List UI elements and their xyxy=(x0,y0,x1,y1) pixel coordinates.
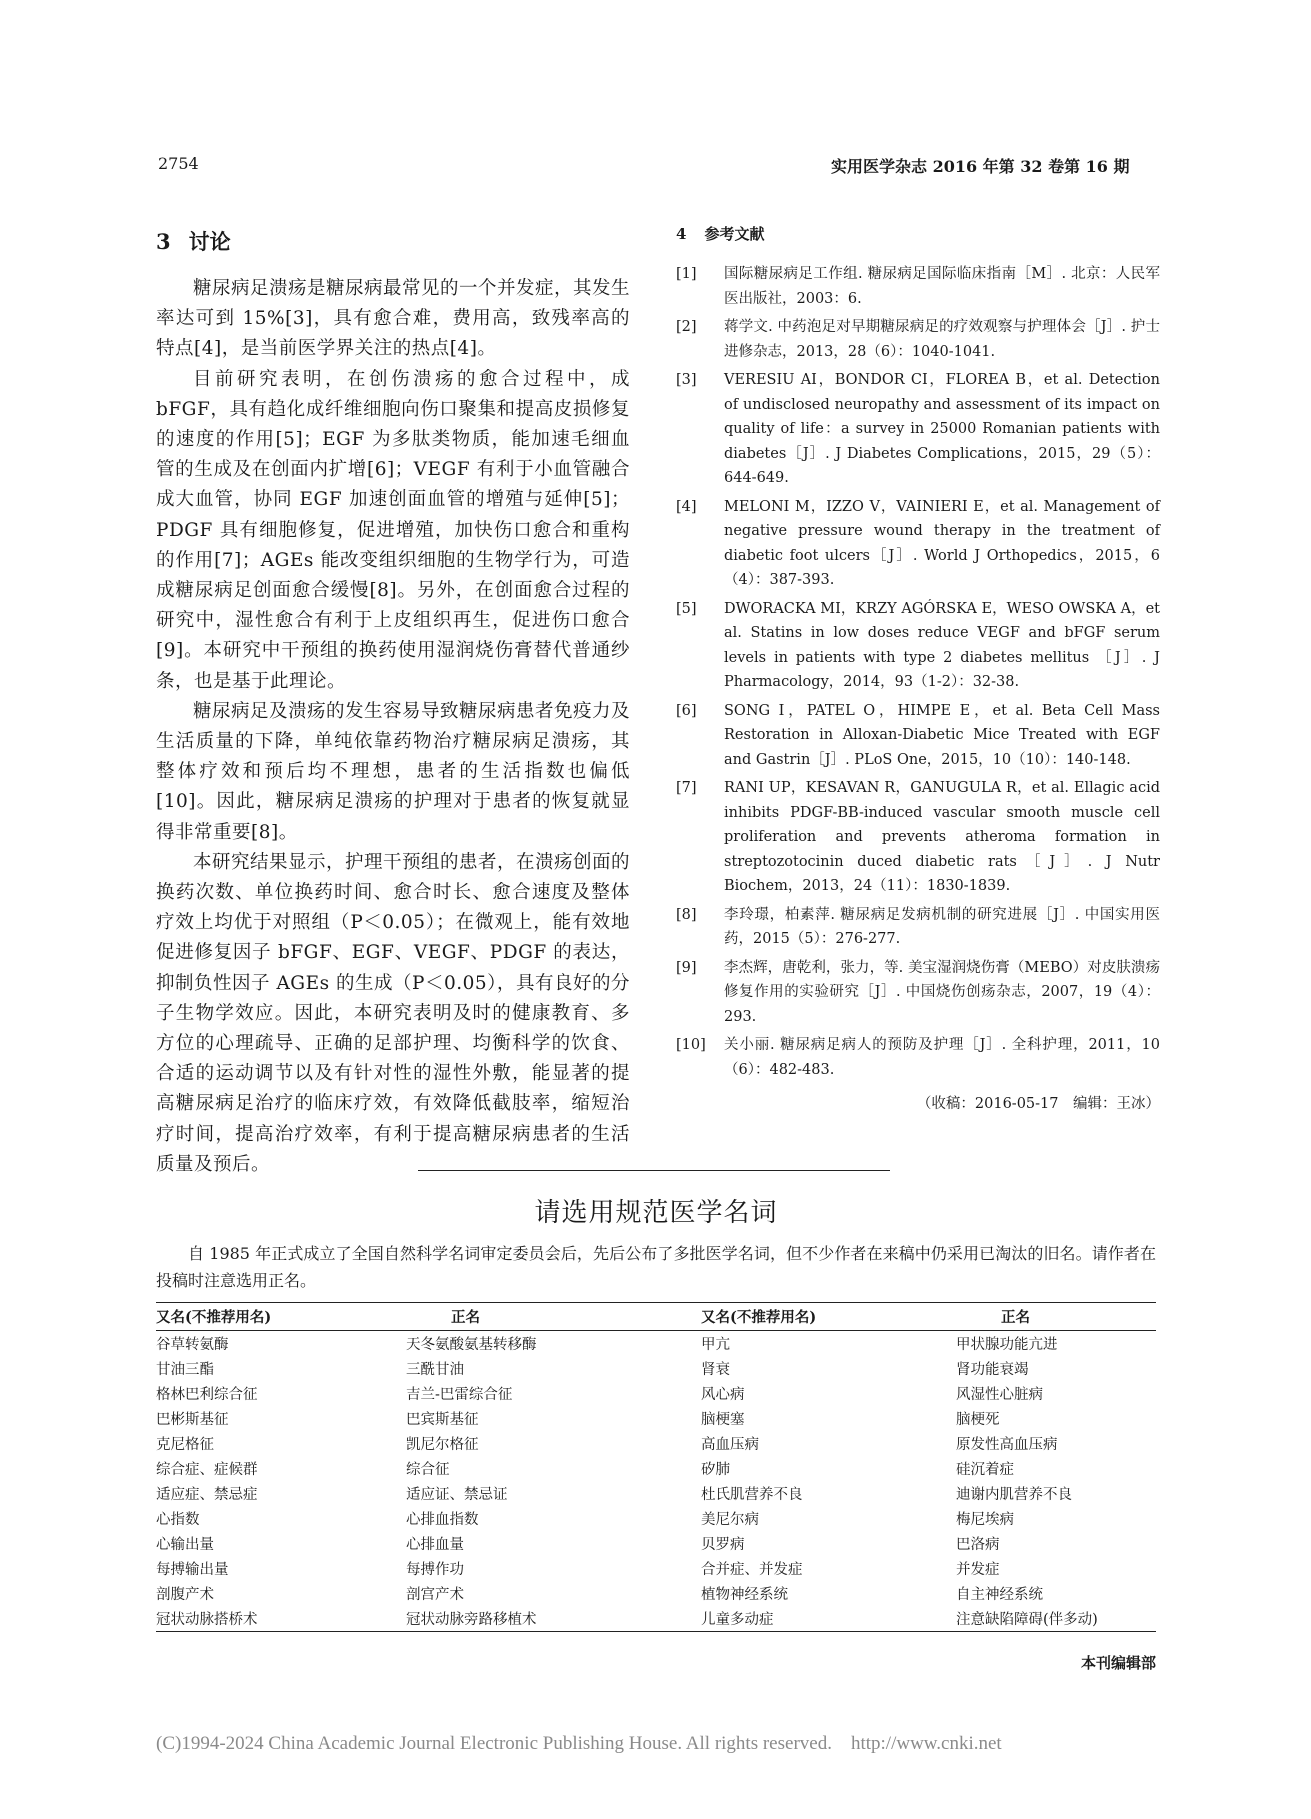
correct-term-cell: 心排血量 xyxy=(406,1537,464,1553)
reference-item xyxy=(676,495,1160,593)
terms-header-old-name-1: 又名(不推荐用名) xyxy=(156,1303,406,1331)
correct-term-cell: 凯尼尔格征 xyxy=(406,1437,479,1453)
reference-item xyxy=(676,956,1160,1030)
terms-row xyxy=(156,1381,1156,1406)
old-term-cell: 剖腹产术 xyxy=(156,1587,214,1603)
correct-term-cell: 心排血指数 xyxy=(406,1512,479,1528)
discussion-heading xyxy=(156,226,630,256)
old-term-cell: 合并症、并发症 xyxy=(701,1562,803,1578)
terms-row xyxy=(156,1456,1156,1481)
terms-row xyxy=(156,1531,1156,1556)
old-term-cell: 杜氏肌营养不良 xyxy=(701,1487,803,1503)
notice-text: 自 1985 年正式成立了全国自然科学名词审定委员会后，先后公布了多批医学名词，但不少作者在来稿中仍采用已淘汰的旧名。请作者在投稿时注意选用正名。 xyxy=(156,1244,1156,1290)
discussion-heading-number: 3 xyxy=(156,229,171,254)
reference-number: [1] xyxy=(676,266,697,282)
discussion-paragraph-4: 本研究结果显示，护理干预组的患者，在溃疡创面的换药次数、单位换药时间、愈合时长、愈合速度及整体疗效上均优于对照组（P＜0.05）；在微观上，能有效地促进修复因子 bFGF、EGF、VEGF、PDGF 的表达，抑制负性因子 AGEs 的生成（P＜0.05），具有良好的分子生物学效应。因此，本研究表明及时的健康教育、多方位的心理疏导、正确的足部护理、均衡科学的饮食、合适的运动调节以及有针对性的湿性外敷，能显著的提高糖尿病足治疗的临床疗效，有效降低截肢率，缩短治疗时间，提高治疗效率，有利于提高糖尿病患者的生活质量及预后。 xyxy=(156,851,631,1175)
old-term-cell: 巴彬斯基征 xyxy=(156,1412,229,1428)
received-note: （收稿：2016-05-17 编辑：王冰） xyxy=(916,1096,1160,1112)
terms-row xyxy=(156,1331,1156,1357)
correct-term-cell: 冠状动脉旁路移植术 xyxy=(406,1606,701,1632)
reference-text: 李杰辉，唐乾利，张力，等. 美宝湿润烧伤膏（MEBO）对皮肤溃疡修复作用的实验研究［J］. 中国烧伤创疡杂志，2007，19（4）：293. xyxy=(724,959,1160,1025)
reference-text: 国际糖尿病足工作组. 糖尿病足国际临床指南［M］. 北京：人民军医出版社，2003：6. xyxy=(724,266,1160,307)
correct-term-cell: 巴宾斯基征 xyxy=(406,1412,479,1428)
terms-row xyxy=(156,1556,1156,1581)
discussion-column xyxy=(156,220,630,1180)
terms-header-correct-name-2: 正名 xyxy=(956,1303,1156,1331)
terms-row xyxy=(156,1356,1156,1381)
old-term-cell: 儿童多动症 xyxy=(701,1606,956,1632)
reference-text: MELONI M，IZZO V，VAINIERI E，et al. Management of negative pressure wound therapy in the treatment of diabetic foot ulcers［J］. World J Orthopedics，2015，6（4）：387-393. xyxy=(724,498,1160,588)
correct-term-cell: 甲状腺功能亢进 xyxy=(956,1337,1058,1353)
reference-number: [8] xyxy=(676,906,697,923)
reference-number: [10] xyxy=(676,1037,706,1053)
page-number: 2754 xyxy=(158,154,199,173)
old-term-cell: 脑梗塞 xyxy=(701,1412,745,1428)
correct-term-cell: 注意缺陷障碍(伴多动) xyxy=(956,1606,1156,1632)
reference-item xyxy=(676,699,1160,773)
correct-term-cell: 综合征 xyxy=(406,1462,450,1478)
old-term-cell: 贝罗病 xyxy=(701,1537,745,1553)
reference-text: 关小丽. 糖尿病足病人的预防及护理［J］. 全科护理，2011，10（6）：482-483. xyxy=(724,1037,1160,1078)
reference-item xyxy=(676,903,1160,952)
discussion-paragraph-3: 糖尿病足及溃疡的发生容易导致糖尿病患者免疫力及生活质量的下降，单纯依靠药物治疗糖尿病足溃疡，其整体疗效和预后均不理想，患者的生活指数也偏低[10]。因此，糖尿病足溃疡的护理对于患者的恢复就显得非常重要[8]。 xyxy=(156,700,631,843)
references-heading-text: 参考文献 xyxy=(704,225,765,243)
reference-text: VERESIU AI，BONDOR CI，FLOREA B，et al. Detection of undisclosed neuropathy and assessment of its impact on quality of life：a survey in 25000 Romanian patients with diabetes［J］. J Diabetes Complications，2015，29（5）：644-649. xyxy=(724,372,1160,486)
reference-number: [6] xyxy=(676,702,697,719)
reference-text: 李玲璟，柏素萍. 糖尿病足发病机制的研究进展［J］. 中国实用医药，2015（5）：276-277. xyxy=(724,906,1160,947)
old-term-cell: 风心病 xyxy=(701,1387,745,1403)
reference-list xyxy=(676,262,1160,1082)
reference-text: DWORACKA MI，KRZY AGÓRSKA E，WESO OWSKA A，et al. Statins in low doses reduce VEGF and bFGF serum levels in patients with type 2 diabetes mellitus ［J］. J Pharmacology，2014，93（1-2）：32-38. xyxy=(724,600,1160,690)
correct-term-cell: 三酰甘油 xyxy=(406,1362,464,1378)
old-term-cell: 肾衰 xyxy=(701,1362,730,1378)
reference-text: SONG I，PATEL O，HIMPE E，et al. Beta Cell Mass Restoration in Alloxan-Diabetic Mice Treated with EGF and Gastrin［J］. PLoS One，2015，10（10）：140-148. xyxy=(724,702,1160,768)
reference-item xyxy=(676,368,1160,491)
correct-term-cell: 吉兰-巴雷综合征 xyxy=(406,1387,513,1403)
reference-item xyxy=(676,315,1160,364)
old-term-cell: 心指数 xyxy=(156,1512,200,1528)
notice-title: 请选用规范医学名词 xyxy=(534,1198,778,1228)
terms-row xyxy=(156,1406,1156,1431)
correct-term-cell: 剖宫产术 xyxy=(406,1587,464,1603)
terms-row xyxy=(156,1506,1156,1531)
terms-row xyxy=(156,1431,1156,1456)
terms-header-old-name-2: 又名(不推荐用名) xyxy=(701,1303,956,1331)
correct-term-cell: 原发性高血压病 xyxy=(956,1437,1058,1453)
old-term-cell: 美尼尔病 xyxy=(701,1512,759,1528)
old-term-cell: 植物神经系统 xyxy=(701,1587,788,1603)
copyright-footer: (C)1994-2024 China Academic Journal Electronic Publishing House. All rights reserved. http://www.cnki.net xyxy=(156,1733,1002,1754)
references-heading-number: 4 xyxy=(676,225,687,243)
old-term-cell: 甲亢 xyxy=(701,1337,730,1353)
correct-term-cell: 脑梗死 xyxy=(956,1412,1000,1428)
editorial-signature: 本刊编辑部 xyxy=(1080,1654,1156,1672)
reference-number: [3] xyxy=(676,372,697,388)
discussion-paragraph-2: 目前研究表明，在创伤溃疡的愈合过程中，成 bFGF，具有趋化成纤维细胞向伤口聚集和提高皮损修复的速度的作用[5]；EGF 为多肽类物质，能加速毛细血管的生成及在创面内扩增[6]；VEGF 有利于小血管融合成大血管，协同 EGF 加速创面血管的增殖与延伸[5]；PDGF 具有细胞修复，促进增殖，加快伤口愈合和重构的作用[7]；AGEs 能改变组织细胞的生物学行为，可造成糖尿病足创面愈合缓慢[8]。另外，在创面愈合过程的研究中，湿性愈合有利于上皮组织再生，促进伤口愈合[9]。本研究中干预组的换药使用湿润烧伤膏替代普通纱条，也是基于此理论。 xyxy=(156,368,630,692)
terms-row xyxy=(156,1581,1156,1606)
old-term-cell: 甘油三酯 xyxy=(156,1362,214,1378)
old-term-cell: 冠状动脉搭桥术 xyxy=(156,1606,406,1632)
reference-item xyxy=(676,262,1160,311)
terms-table xyxy=(156,1302,1156,1632)
discussion-heading-text: 讨论 xyxy=(188,229,231,254)
references-heading xyxy=(676,223,1160,244)
reference-item xyxy=(676,1033,1160,1082)
correct-term-cell: 天冬氨酸氨基转移酶 xyxy=(406,1337,537,1353)
journal-header: 实用医学杂志 2016 年第 32 卷第 16 期 xyxy=(831,157,1130,176)
correct-term-cell: 自主神经系统 xyxy=(956,1587,1043,1603)
reference-number: [9] xyxy=(676,959,697,976)
correct-term-cell: 梅尼埃病 xyxy=(956,1512,1014,1528)
old-term-cell: 矽肺 xyxy=(701,1462,730,1478)
correct-term-cell: 适应证、禁忌证 xyxy=(406,1487,508,1503)
reference-number: [7] xyxy=(676,780,697,796)
reference-text: 蒋学文. 中药泡足对早期糖尿病足的疗效观察与护理体会［J］. 护士进修杂志，2013，28（6）：1040-1041. xyxy=(724,319,1160,360)
reference-item xyxy=(676,776,1160,899)
terms-row xyxy=(156,1481,1156,1506)
old-term-cell: 高血压病 xyxy=(701,1437,759,1453)
old-term-cell: 格林巴利综合征 xyxy=(156,1387,258,1403)
correct-term-cell: 硅沉着症 xyxy=(956,1462,1014,1478)
correct-term-cell: 风湿性心脏病 xyxy=(956,1387,1043,1403)
old-term-cell: 谷草转氨酶 xyxy=(156,1337,229,1353)
terms-row xyxy=(156,1606,1156,1632)
old-term-cell: 每搏输出量 xyxy=(156,1562,229,1578)
correct-term-cell: 并发症 xyxy=(956,1562,1000,1578)
reference-item xyxy=(676,597,1160,695)
old-term-cell: 综合症、症候群 xyxy=(156,1462,258,1478)
old-term-cell: 心输出量 xyxy=(156,1537,214,1553)
reference-number: [4] xyxy=(676,498,697,515)
section-divider xyxy=(418,1170,890,1171)
correct-term-cell: 迪谢内肌营养不良 xyxy=(956,1487,1072,1503)
old-term-cell: 适应症、禁忌症 xyxy=(156,1487,258,1503)
correct-term-cell: 肾功能衰竭 xyxy=(956,1362,1029,1378)
old-term-cell: 克尼格征 xyxy=(156,1437,214,1453)
correct-term-cell: 每搏作功 xyxy=(406,1562,464,1578)
correct-term-cell: 巴洛病 xyxy=(956,1537,1000,1553)
reference-number: [2] xyxy=(676,319,697,335)
terms-header-correct-name-1: 正名 xyxy=(406,1303,701,1331)
reference-number: [5] xyxy=(676,600,697,617)
discussion-paragraph-1: 糖尿病足溃疡是糖尿病最常见的一个并发症，其发生率达可到 15%[3]，具有愈合难，费用高，致残率高的特点[4]，是当前医学界关注的热点[4]。 xyxy=(156,278,631,360)
reference-text: RANI UP，KESAVAN R，GANUGULA R，et al. Ellagic acid inhibits PDGF-BB-induced vascular smooth muscle cell proliferation and prevents atheroma formation in streptozotocinin duced diabetic rats［J］. J Nutr Biochem，2013，24（11）：1830-1839. xyxy=(724,780,1160,894)
references-column xyxy=(676,205,1160,1113)
